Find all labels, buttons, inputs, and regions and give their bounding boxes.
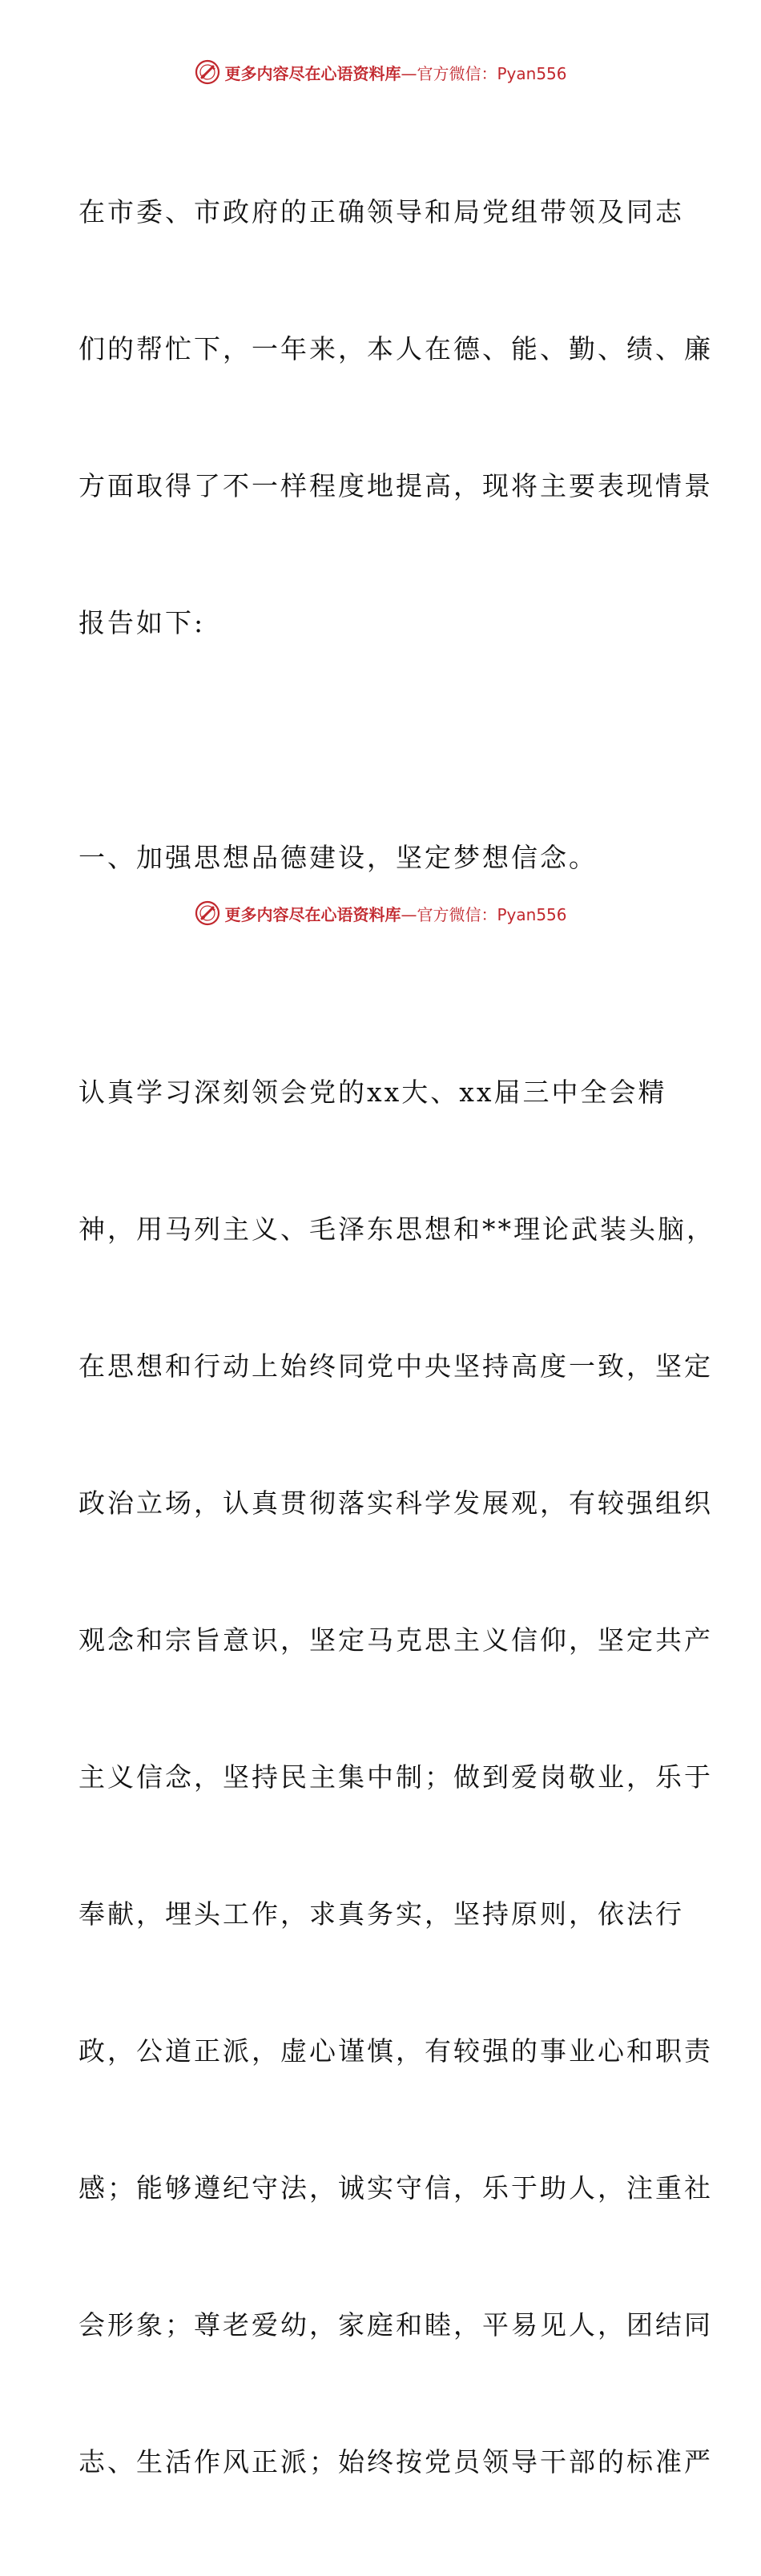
seal-logo-icon xyxy=(194,900,221,927)
text-line: 会形象；尊老爱幼，家庭和睦，平易见人，团结同 xyxy=(79,2309,713,2341)
watermark-header xyxy=(0,56,761,88)
watermark-separator: —官方微信： xyxy=(401,63,497,83)
document-body xyxy=(79,98,715,2576)
text-line: 奉献，埋头工作，求真务实，坚持原则，依法行 xyxy=(79,1898,684,1930)
text-line: 主义信念，坚持民主集中制；做到爱岗敬业，乐于 xyxy=(79,1761,713,1793)
text-line: 在市委、市政府的正确领导和局党组带领及同志 xyxy=(79,196,684,227)
text-line: 感；能够遵纪守法，诚实守信，乐于助人，注重社 xyxy=(79,2172,713,2204)
watermark-text xyxy=(224,902,566,925)
watermark-text xyxy=(224,61,566,84)
text-line: 政治立场，认真贯彻落实科学发展观，有较强组织 xyxy=(79,1487,713,1519)
watermark-account: Pyan556 xyxy=(497,904,567,924)
section-heading xyxy=(79,743,687,972)
text-line: 志、生活作风正派；始终按党员领导干部的标准严 xyxy=(79,2446,713,2477)
intro-paragraph xyxy=(79,98,713,737)
text-line: 神，用马列主义、毛泽东思想和**理论武装头脑， xyxy=(79,1214,715,1245)
watermark-main: 更多内容尽在心语资料库 xyxy=(224,904,401,924)
watermark-account: Pyan556 xyxy=(497,63,567,83)
seal-logo-icon xyxy=(194,58,221,86)
text-line: 报告如下: xyxy=(79,607,206,638)
watermark-footer xyxy=(0,897,761,929)
watermark-main: 更多内容尽在心语资料库 xyxy=(224,63,401,83)
text-line: 观念和宗旨意识，坚定马克思主义信仰，坚定共产 xyxy=(79,1624,713,1656)
text-line: 们的帮忙下，一年来，本人在德、能、勤、绩、廉 xyxy=(79,333,713,364)
body-paragraph xyxy=(79,978,715,2576)
text-line: 方面取得了不一样程度地提高，现将主要表现情景 xyxy=(79,470,713,501)
watermark-separator: —官方微信： xyxy=(401,904,497,924)
text-line: 政，公道正派，虚心谨慎，有较强的事业心和职责 xyxy=(79,2035,713,2067)
text-line: 一、加强思想品德建设，坚定梦想信念。 xyxy=(79,842,598,873)
text-line: 在思想和行动上始终同党中央坚持高度一致，坚定 xyxy=(79,1350,713,1382)
text-line: 认真学习深刻领会党的xx大、xx届三中全会精 xyxy=(79,1077,667,1108)
